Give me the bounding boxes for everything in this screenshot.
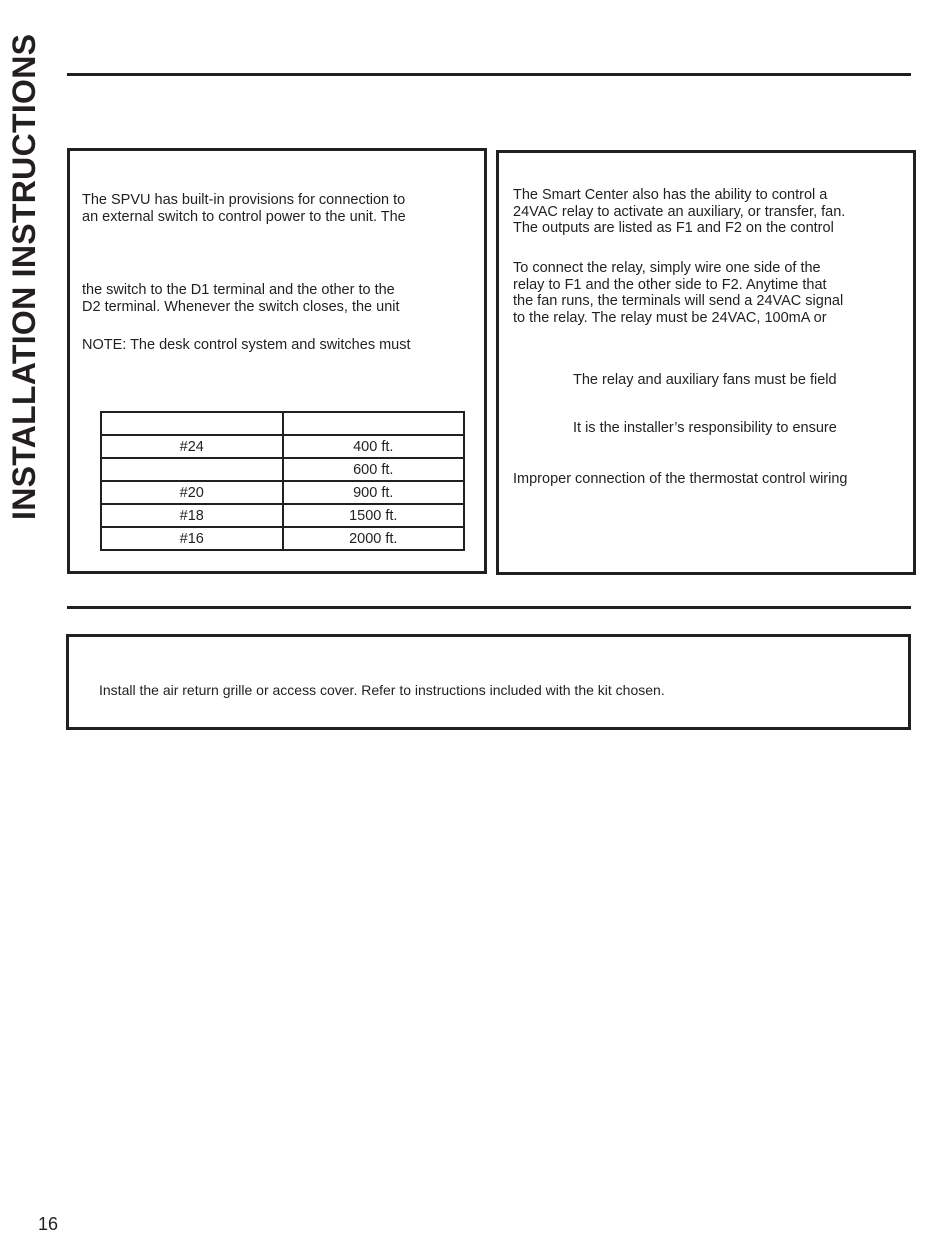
- desk-control-note: NOTE: The desk control system and switches must: [82, 337, 411, 353]
- relay-intro-paragraph: [513, 187, 845, 237]
- improper-connection-warning: Improper connection of the thermostat control wiring: [513, 471, 848, 487]
- switch-intro-line-1: The SPVU has built-in provisions for connection to: [82, 192, 406, 208]
- table-cell-gauge: #24: [101, 435, 283, 458]
- grille-instruction: Install the air return grille or access cover. Refer to instructions included with the kit chosen.: [99, 682, 665, 698]
- table-row: [101, 527, 464, 550]
- relay-intro-line-2: 24VAC relay to activate an auxiliary, or transfer, fan.: [513, 203, 846, 220]
- table-cell-length: 2000 ft.: [283, 527, 465, 550]
- top-divider: [67, 73, 911, 76]
- table-cell-gauge: #18: [101, 504, 283, 527]
- middle-divider: [67, 606, 911, 609]
- wire-gauge-table: [100, 411, 465, 551]
- table-header-length: [283, 412, 465, 435]
- table-cell-length: 900 ft.: [283, 481, 465, 504]
- relay-wiring-line-2: relay to F1 and the other side to F2. Anytime that: [513, 276, 827, 293]
- relay-wiring-line-1: To connect the relay, simply wire one side of the: [513, 260, 821, 276]
- table-header-gauge: [101, 412, 283, 435]
- table-cell-gauge: #16: [101, 527, 283, 550]
- table-cell-length: 600 ft.: [283, 458, 465, 481]
- switch-wiring-line-2: D2 terminal. Whenever the switch closes, the unit: [82, 298, 400, 315]
- relay-intro-line-1: The Smart Center also has the ability to control a: [513, 187, 828, 203]
- table-row: [101, 481, 464, 504]
- page-number: 16: [38, 1214, 59, 1234]
- relay-wiring-line-3: the fan runs, the terminals will send a 24VAC signal: [513, 293, 844, 309]
- switch-wiring-paragraph: [82, 282, 400, 315]
- table-row: [101, 458, 464, 481]
- table-row: [101, 435, 464, 458]
- relay-intro-line-3: The outputs are listed as F1 and F2 on the control: [513, 220, 834, 236]
- switch-wiring-line-1: the switch to the D1 terminal and the other to the: [82, 282, 395, 298]
- table-cell-length: 400 ft.: [283, 435, 465, 458]
- switch-intro-paragraph: [82, 192, 406, 225]
- table-cell-gauge: [101, 458, 283, 481]
- section-side-title: INSTALLATION INSTRUCTIONS: [6, 33, 42, 520]
- table-cell-length: 1500 ft.: [283, 504, 465, 527]
- table-header-row: [101, 412, 464, 435]
- table-row: [101, 504, 464, 527]
- switch-intro-line-2: an external switch to control power to the unit. The: [82, 208, 406, 225]
- installer-responsibility-note: It is the installer’s responsibility to ensure: [573, 420, 837, 436]
- field-supplied-note: The relay and auxiliary fans must be field: [573, 372, 837, 388]
- relay-wiring-line-4: to the relay. The relay must be 24VAC, 100mA or: [513, 309, 827, 326]
- relay-wiring-paragraph: [513, 260, 843, 326]
- table-cell-gauge: #20: [101, 481, 283, 504]
